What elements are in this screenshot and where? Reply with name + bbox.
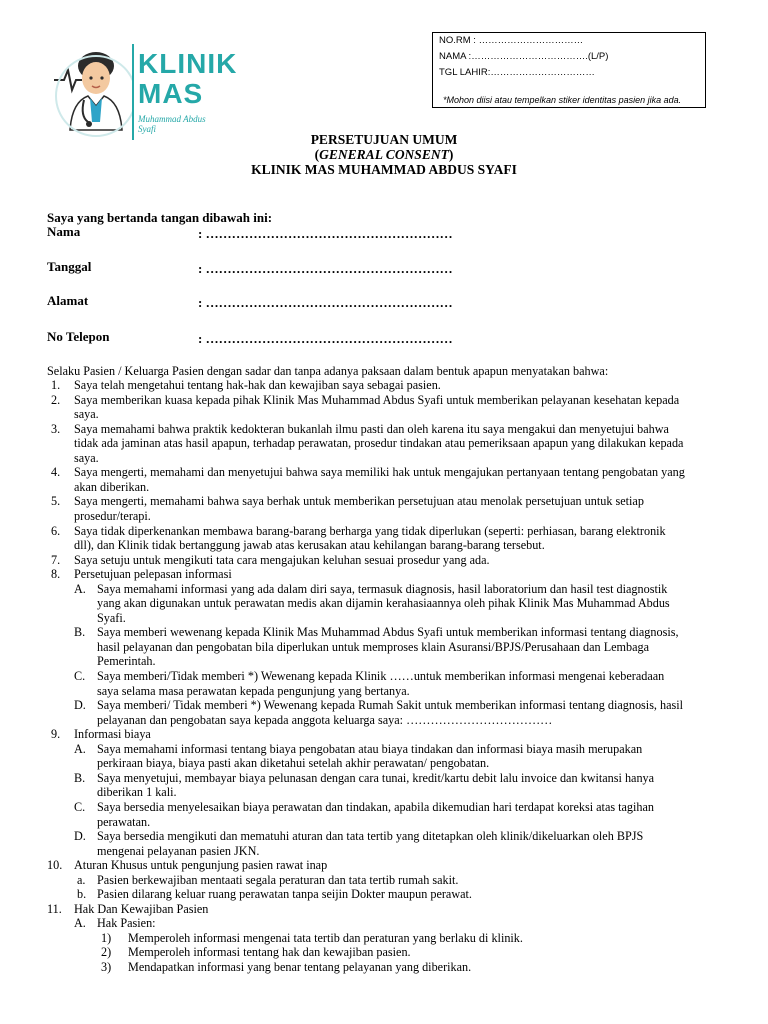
item-text: Pasien berkewajiban mentaati segala peraturan dan tata tertib rumah sakit. <box>97 872 459 887</box>
logo-divider <box>132 44 134 140</box>
item-text: Saya mengerti, memahami bahwa saya berhak untuk memberikan persetujuan atau menolak persetujuan untuk setiap <box>74 494 644 509</box>
item-text: Informasi biaya <box>74 727 151 742</box>
item-text: Saya bersedia menyelesaikan biaya perawatan dan tindakan, apabila dikemudian hari terdapat koreksi atas tagihan <box>97 799 655 814</box>
item-number: 4. <box>51 465 61 480</box>
sticker-note: *Mohon diisi atau tempelkan stiker identitas pasien jika ada. <box>443 95 682 105</box>
item-number: D. <box>74 698 86 713</box>
item-text: Saya memahami informasi tentang biaya pengobatan atau biaya tindakan dan informasi biaya masih merupakan <box>97 741 643 756</box>
item-text: Hak Pasien: <box>97 916 156 931</box>
item-number: 2. <box>51 392 61 407</box>
item-text: Saya memberi wewenang kepada Klinik Mas Muhammad Abdus Syafi untuk memberikan informasi tentang diagnosis, <box>97 625 679 640</box>
item-text: Memperoleh informasi mengenai tata tertib dan peraturan yang berlaku di klinik. <box>128 930 523 945</box>
item-text: saya selama masa perawatan kepada pengunjung yang bertanya. <box>97 683 410 698</box>
item-text: Aturan Khusus untuk pengunjung pasien rawat inap <box>74 858 328 873</box>
item-number: 3) <box>101 960 112 974</box>
logo-text-klinik: KLINIK <box>138 48 238 79</box>
item-number: 6. <box>51 523 61 538</box>
alamat-label: Alamat <box>47 293 89 308</box>
item-number: A. <box>74 581 86 596</box>
item-text: Saya memberikan kuasa kepada pihak Klinik Mas Muhammad Abdus Syafi untuk memberikan pelayanan kesehatan kepada <box>74 392 680 407</box>
alamat-input-line[interactable]: : ………………………………………………… <box>198 295 453 310</box>
item-number: 1) <box>101 930 112 945</box>
item-text: Pasien dilarang keluar ruang perawatan tanpa seijin Dokter maupun perawat. <box>97 887 472 902</box>
tgl-lahir-field: TGL LAHIR:…………………………… <box>439 67 595 78</box>
item-text: saya. <box>74 450 99 465</box>
item-number: 8. <box>51 567 61 582</box>
item-number: C. <box>74 799 86 814</box>
norm-field: NO.RM : …………………………… <box>439 35 584 46</box>
item-text: perkiraan biaya, biaya pasti akan diketahui setelah akhir perawatan/ pengobatan. <box>97 756 490 771</box>
item-text: pelayanan dan pengobatan saya kepada anggota keluarga saya: ……………………………… <box>97 712 553 727</box>
item-text: Saya bersedia mengikuti dan mematuhi aturan dan tata tertib yang ditetapkan oleh klinik/dikeluarkan oleh BPJS <box>97 829 644 844</box>
item-text: saya. <box>74 407 99 422</box>
telepon-input-line[interactable]: : ………………………………………………… <box>198 331 453 346</box>
item-text: mengenai pelayanan pasien JKN. <box>97 843 260 858</box>
item-text: akan diberikan. <box>74 479 150 494</box>
item-number: 1. <box>51 378 61 392</box>
item-text: prosedur/terapi. <box>74 508 151 523</box>
item-number: B. <box>74 625 86 640</box>
item-number: b. <box>77 887 87 902</box>
logo-subtitle: Muhammad Abdus Syafi <box>138 114 206 134</box>
nama-field: NAMA :……………………………….(L/P) <box>439 51 609 62</box>
item-text: diberikan 1 kali. <box>97 785 177 800</box>
item-text: Mendapatkan informasi yang benar tentang pelayanan yang diberikan. <box>128 960 472 974</box>
document-subtitle: (GENERAL CONSENT) <box>314 147 454 162</box>
item-text: Pemerintah. <box>97 654 156 669</box>
item-number: 7. <box>51 552 61 567</box>
item-text: Saya memberi/ Tidak memberi *) Wewenang kepada Rumah Sakit untuk memberikan informasi tentang diagnosis, hasil <box>97 698 684 713</box>
item-number: C. <box>74 669 86 683</box>
item-number: 5. <box>51 494 61 509</box>
item-text: tidak ada jaminan atas hasil apapun, terhadap perawatan, prosedur tindakan atau pemeriksaan apapun yang dilakukan kepada <box>74 436 684 451</box>
item-number: a. <box>77 872 86 887</box>
item-text: Memperoleh informasi tentang hak dan kewajiban pasien. <box>128 945 411 960</box>
clinic-name-title: KLINIK MAS MUHAMMAD ABDUS SYAFI <box>251 162 517 177</box>
item-text: Saya telah mengetahui tentang hak-hak dan kewajiban saya sebagai pasien. <box>74 378 441 392</box>
item-text: hasil pelayanan dan pengobatan bila diperlukan untuk memproses klain Asuransi/BPJS/Perusahaan dan Lembaga <box>97 639 650 654</box>
logo-text-mas: MAS <box>138 78 204 109</box>
item-number: A. <box>74 741 86 756</box>
consent-statement: Selaku Pasien / Keluarga Pasien dengan sadar dan tanpa adanya paksaan dalam bentuk apapun menyatakan bahwa: <box>47 364 609 378</box>
item-text: Saya memberi/Tidak memberi *) Wewenang kepada Klinik ……untuk memberikan informasi mengenai keberadaan <box>97 669 665 683</box>
item-number: 9. <box>51 727 61 742</box>
item-text: Persetujuan pelepasan informasi <box>74 567 232 582</box>
item-text: yang akan digunakan untuk perawatan medis akan dijamin kerahasiaannya oleh pihak Klinik Mas Muhammad Abdus <box>97 596 670 611</box>
patient-id-box <box>432 32 706 108</box>
item-text: Saya tidak diperkenankan membawa barang-barang berharga yang tidak diperlukan (seperti: perhiasan, barang elektronik <box>74 523 666 538</box>
item-number: 11. <box>47 901 62 916</box>
item-text: Syafi. <box>97 610 126 625</box>
item-number: D. <box>74 829 86 844</box>
item-number: 3. <box>51 421 61 436</box>
item-text: Saya mengerti, memahami dan menyetujui bahwa saya memiliki hak untuk mengajukan pertanyaan tentang pengobatan yang <box>74 465 685 480</box>
tanggal-label: Tanggal <box>47 259 92 274</box>
item-number: B. <box>74 770 86 785</box>
item-number: A. <box>74 916 86 931</box>
item-text: Saya menyetujui, membayar biaya pelunasan dengan cara tunai, kredit/kartu debit lalu invoice dan kwitansi hanya <box>97 770 655 785</box>
telepon-label: No Telepon <box>47 329 110 344</box>
item-text: Hak Dan Kewajiban Pasien <box>74 901 209 916</box>
nama-input-line[interactable]: : ………………………………………………… <box>198 226 453 241</box>
form-intro: Saya yang bertanda tangan dibawah ini: <box>47 210 273 225</box>
document-title: PERSETUJUAN UMUM <box>310 132 458 147</box>
item-text: Saya setuju untuk mengikuti tata cara mengajukan keluhan sesuai prosedur yang ada. <box>74 552 490 567</box>
item-text: Saya memahami bahwa praktik kedokteran bukanlah ilmu pasti dan oleh karena itu saya mengakui dan menyetujui bahwa <box>74 421 669 436</box>
item-text: dll), dan Klinik tidak bertanggung jawab atas kerusakan atau kehilangan barang-barang tersebut. <box>74 538 545 553</box>
item-text: Saya memahami informasi yang ada dalam diri saya, termasuk diagnosis, hasil laboratorium dan hasil test diagnostik <box>97 581 668 596</box>
tanggal-input-line[interactable]: : ………………………………………………… <box>198 261 453 276</box>
item-text: perawatan. <box>97 814 151 829</box>
item-number: 2) <box>101 945 112 960</box>
item-number: 10. <box>47 858 63 873</box>
nama-label: Nama <box>47 224 81 239</box>
